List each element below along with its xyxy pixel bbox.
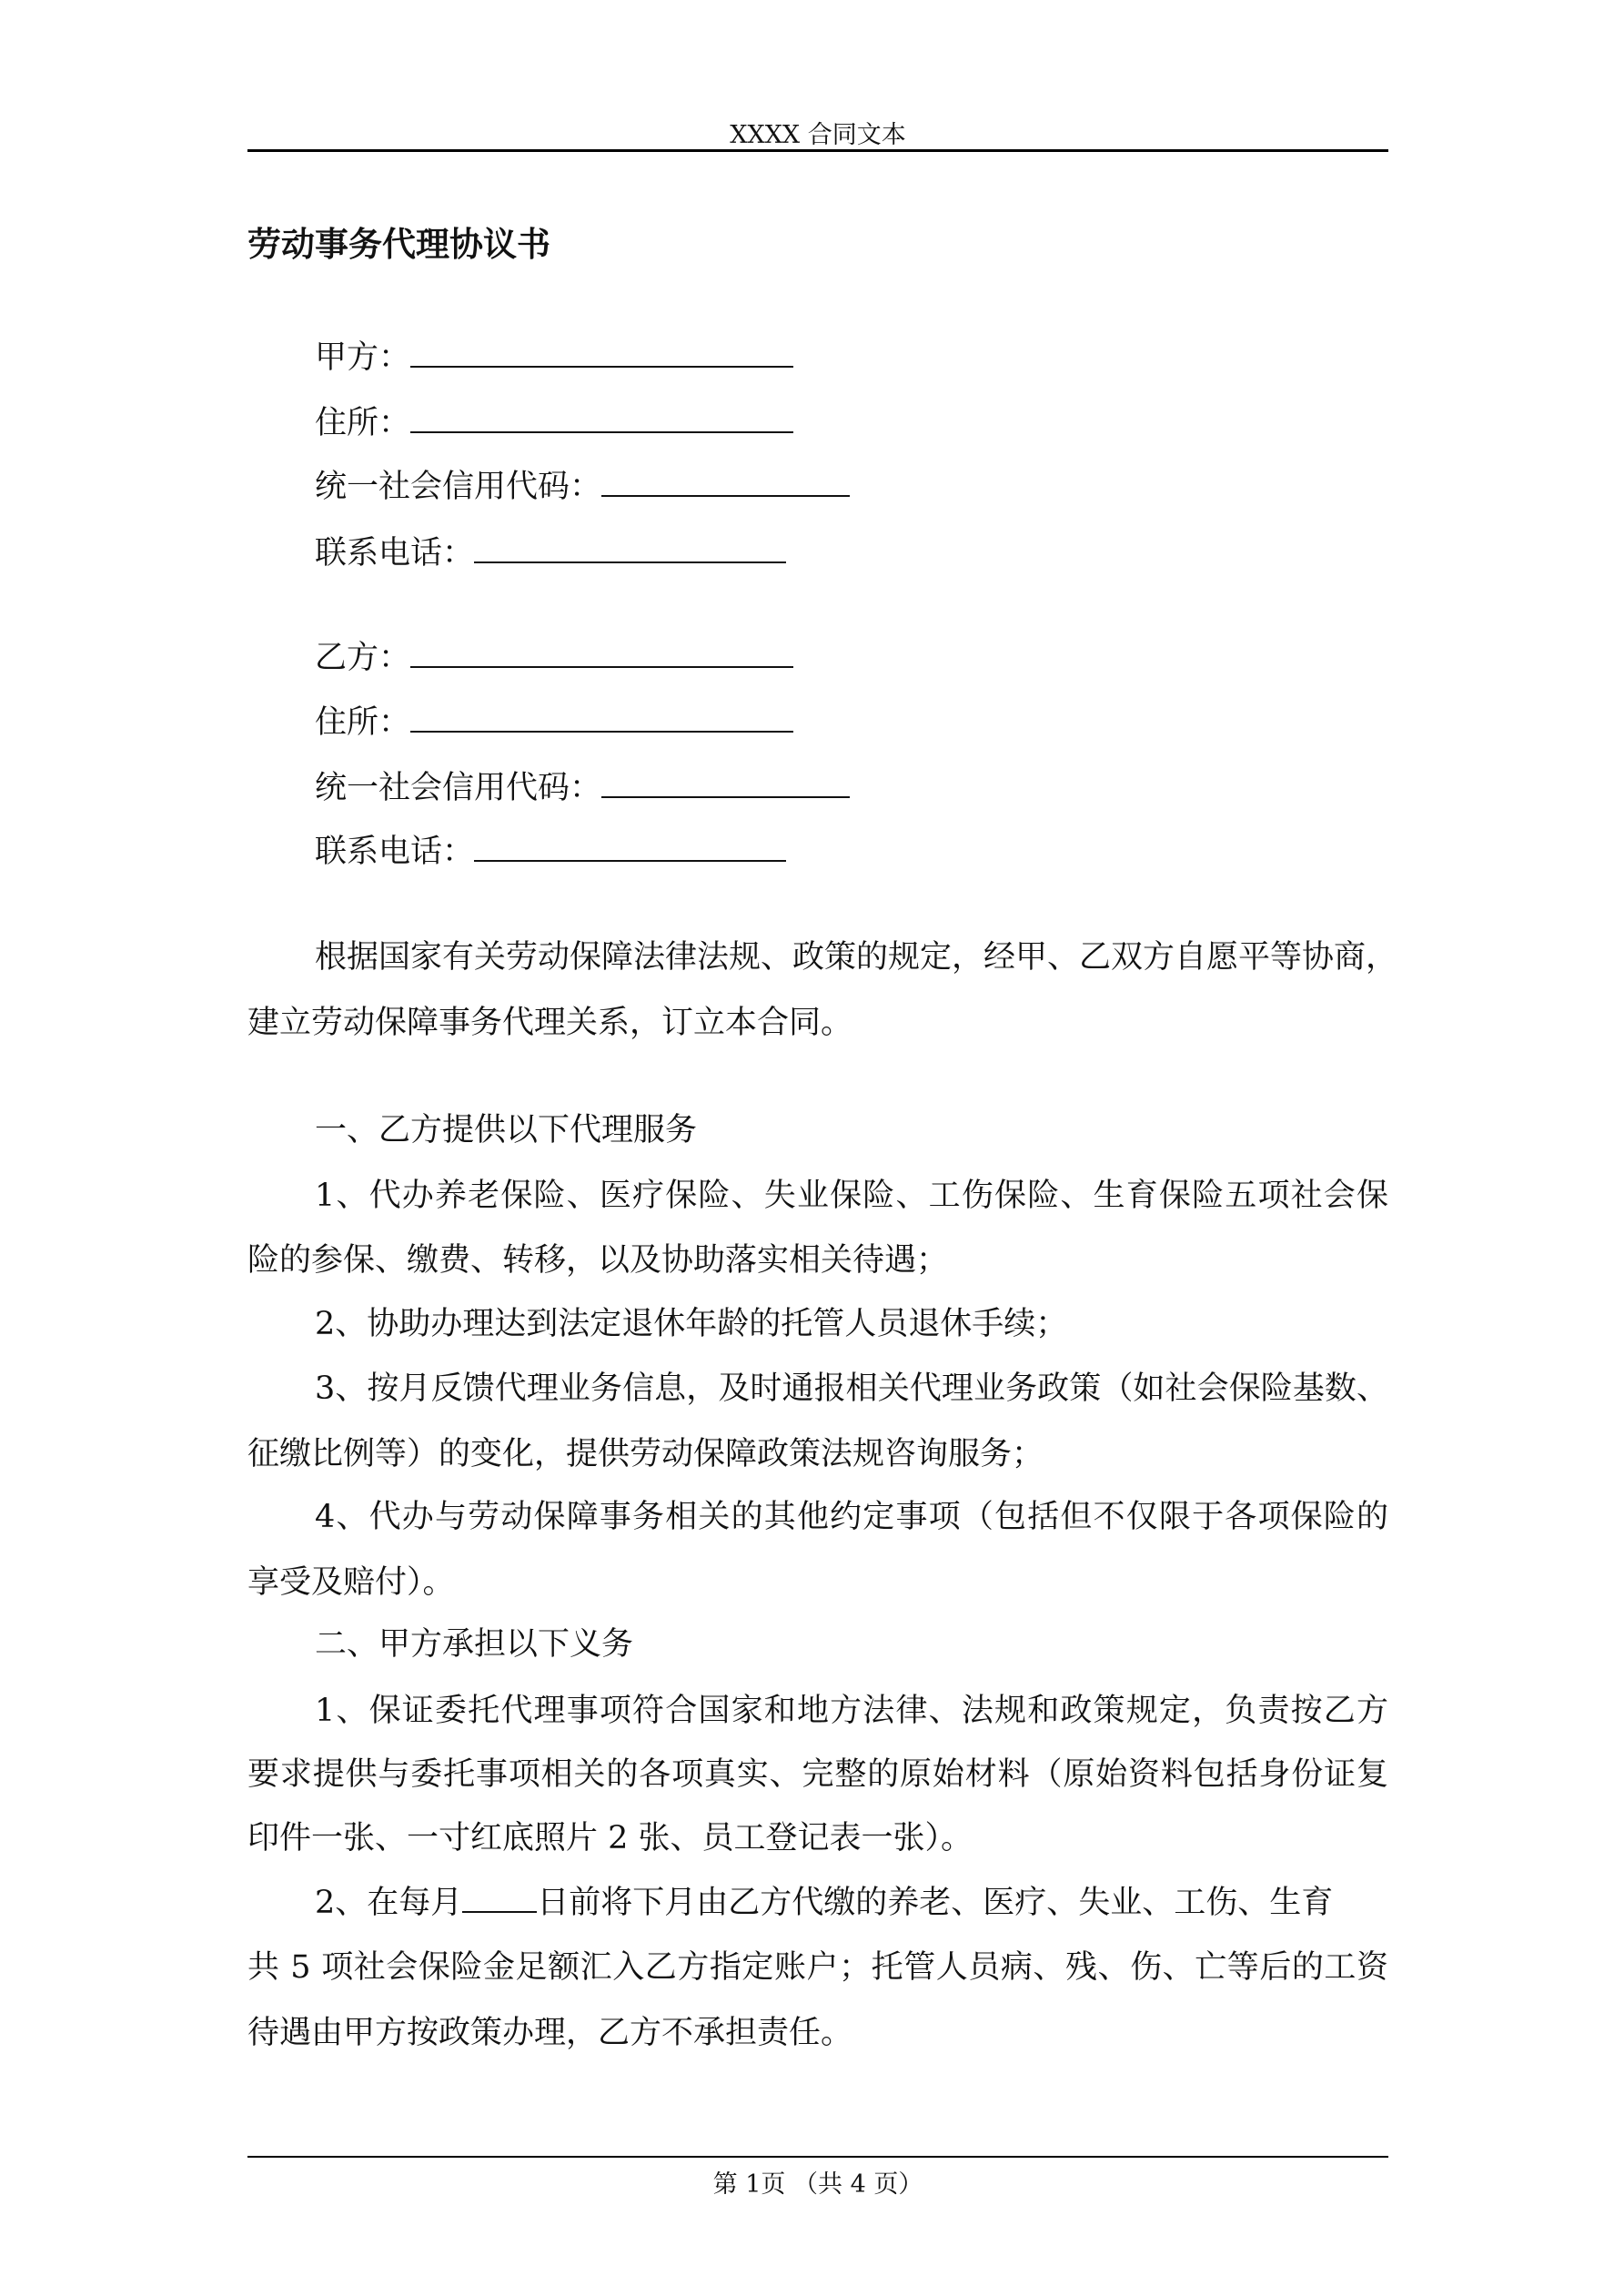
footer-divider [247, 2156, 1388, 2158]
intro-line: 根据国家有关劳动保障法律法规、政策的规定，经甲、乙双方自愿平等协商， [315, 939, 1398, 976]
section-1-item-3: 3、按月反馈代理业务信息，及时通报相关代理业务政策（如社会保险基数、 [315, 1371, 1388, 1407]
header-divider [247, 149, 1388, 152]
section-2-item-1: 印件一张、一寸红底照片 2 张、员工登记表一张）。 [247, 1820, 973, 1856]
party-b-credit-code-field: 统一社会信用代码： [315, 756, 850, 821]
document-title: 劳动事务代理协议书 [247, 224, 550, 264]
intro-line: 建立劳动保障事务代理关系，订立本合同。 [247, 1005, 853, 1041]
section-2-heading: 二、甲方承担以下义务 [315, 1626, 634, 1663]
party-a-address-field: 住所： [315, 391, 793, 456]
page-number: 第 1页 （共 4 页） [712, 2170, 923, 2199]
section-1-item-4: 享受及赔付）。 [247, 1564, 455, 1601]
party-a-name-field: 甲方： [315, 326, 793, 390]
section-2-item-2: 共 5 项社会保险金足额汇入乙方指定账户；托管人员病、残、伤、亡等后的工资 [247, 1949, 1388, 1986]
party-b-credit-code-blank[interactable] [601, 769, 850, 798]
section-1-item-3: 征缴比例等）的变化，提供劳动保障政策法规咨询服务； [247, 1436, 1044, 1472]
section-1-heading: 一、乙方提供以下代理服务 [315, 1112, 698, 1148]
party-b-name-blank[interactable] [410, 639, 793, 668]
section-1-item-1: 1、代办养老保险、医疗保险、失业保险、工伤保险、生育保险五项社会保 [315, 1178, 1388, 1214]
party-a-name-blank[interactable] [410, 339, 793, 368]
party-a-phone-field: 联系电话： [315, 521, 786, 586]
party-a-address-blank[interactable] [410, 404, 793, 433]
party-a-phone-blank[interactable] [474, 534, 786, 563]
party-b-address-blank[interactable] [410, 703, 793, 733]
party-b-address-field: 住所： [315, 691, 793, 755]
party-b-phone-blank[interactable] [474, 833, 786, 862]
section-2-item-1: 1、保证委托代理事项符合国家和地方法律、法规和政策规定，负责按乙方 [315, 1693, 1388, 1729]
section-1-item-1: 险的参保、缴费、转移，以及协助落实相关待遇； [247, 1242, 949, 1279]
party-b-name-field: 乙方： [315, 626, 793, 691]
section-1-item-2: 2、协助办理达到法定退休年龄的托管人员退休手续； [315, 1306, 1068, 1342]
section-1-item-4: 4、代办与劳动保障事务相关的其他约定事项（包括但不仅限于各项保险的 [315, 1499, 1388, 1535]
payment-day-blank[interactable] [462, 1884, 537, 1913]
section-2-item-2: 2、在每月 日前将下月由乙方代缴的养老、医疗、失业、工伤、生育 [315, 1885, 1334, 1921]
section-2-item-1: 要求提供与委托事项相关的各项真实、完整的原始材料（原始资料包括身份证复 [247, 1756, 1388, 1793]
party-b-phone-field: 联系电话： [315, 820, 786, 885]
party-a-credit-code-blank[interactable] [601, 468, 850, 497]
party-a-credit-code-field: 统一社会信用代码： [315, 455, 850, 520]
section-2-item-2: 待遇由甲方按政策办理，乙方不承担责任。 [247, 2015, 853, 2051]
page-header: XXXX 合同文本 [730, 121, 906, 149]
